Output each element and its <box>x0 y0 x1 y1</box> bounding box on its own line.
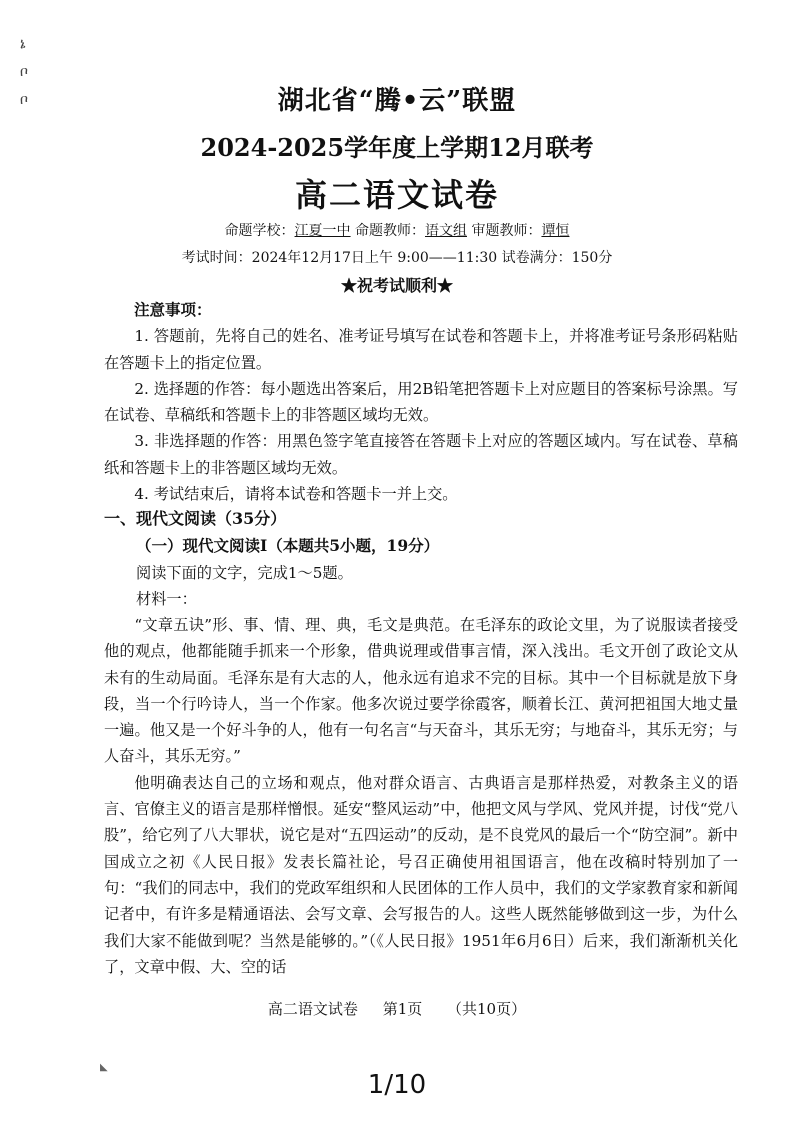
reviewer-label: 审题教师： <box>471 223 542 239</box>
exam-time-info: 考试时间：2024年12月17日上午 9:00——11:30 试卷满分：150分 <box>181 250 613 266</box>
notice-block <box>104 297 738 507</box>
material-body <box>104 612 738 980</box>
alliance-title: 湖北省“腾•云”联盟 <box>277 86 517 116</box>
margin-mark: ቦ <box>20 92 29 108</box>
proposer-info <box>0 220 794 240</box>
margin-mark: ቦ <box>20 64 29 80</box>
school-label: 命题学校： <box>224 223 295 239</box>
page-footer <box>0 998 794 1019</box>
notice-item: 3. 非选择题的作答：用黑色签字笔直接答在答题卡上对应的答题区域内。写在试卷、草稿纸和答题卡上的非答题区域均无效。 <box>104 432 738 477</box>
material-paragraph: “文章五诀”形、事、情、理、典，毛文是典范。在毛泽东的政论文里，为了说服读者接受他的观点，他都能随手抓来一个形象，借典说理或借事言情，深入浅出。毛文开创了政论文从未有的生动局面。毛泽东是有大志的人，他永远有追求不完的目标。其中一个目标就是放下身段，当一个行吟诗人，当一个作家。他多次说过要学徐霞客，顺着长江、黄河把祖国大地丈量一遍。他又是一个好斗争的人，他有一句名言“与天奋斗，其乐无穷；与地奋斗，其乐无穷；与人奋斗，其乐无穷。” <box>104 616 738 766</box>
reading-instruction: 阅读下面的文字，完成1～5题。 <box>136 564 353 582</box>
notice-item: 2. 选择题的作答：每小题选出答案后，用2B铅笔把答题卡上对应题目的答案标号涂黑。写在试卷、草稿纸和答题卡上的非答题区域均无效。 <box>104 379 738 425</box>
notice-item: 1. 答题前，先将自己的姓名、准考证号填写在试卷和答题卡上，并将准考证号条形码粘贴在答题卡上的指定位置。 <box>104 327 738 372</box>
school-name: 江夏一中 <box>294 223 351 239</box>
reviewer-name: 谭恒 <box>541 223 570 239</box>
teacher-label: 命题教师： <box>355 223 425 239</box>
subsection-title: （一）现代文阅读Ⅰ（本题共5小题，19分） <box>136 536 440 555</box>
footer-page: 第1页 <box>382 1000 423 1018</box>
paper-title: 高二语文试卷 <box>294 176 499 214</box>
margin-mark: ኔ <box>20 36 26 52</box>
material-label: 材料一： <box>136 590 197 608</box>
scan-speck: ◣ <box>100 1062 108 1073</box>
footer-title: 高二语文试卷 <box>267 1000 358 1018</box>
notice-title: 注意事项： <box>134 300 212 319</box>
section-title: 一、现代文阅读（35分） <box>104 509 287 528</box>
page-indicator: 1/10 <box>367 1070 427 1100</box>
exam-term-title: 2024-2025学年度上学期12月联考 <box>200 133 594 162</box>
material-paragraph: 他明确表达自己的立场和观点，他对群众语言、古典语言是那样热爱，对教条主义的语言、官僚主义的语言是那样憎恨。延安“整风运动”中，他把文风与学风、党风并提，讨伐“党八股”，给它列了八大罪状，说它是对“五四运动”的反动，是不良党风的最后一个“防空洞”。新中国成立之初《人民日报》发表长篇社论，号召正确使用祖国语言，他在改稿时特别加了一句：“我们的同志中，我们的党政军组织和人民团体的工作人员中，我们的文学家教育家和新闻记者中，有许多是精通语法、会写文章、会写报告的人。这些人既然能够做到这一步，为什么我们大家不能做到呢？当然是能够的。”（《人民日报》1951年6月6日）后来，我们渐渐机关化了，文章中假、大、空的话 <box>104 773 738 976</box>
good-luck-banner: ★祝考试顺利★ <box>340 276 453 295</box>
footer-total: （共10页） <box>447 1000 527 1018</box>
notice-item: 4. 考试结束后，请将本试卷和答题卡一并上交。 <box>134 485 458 504</box>
teacher-name: 语文组 <box>425 223 467 239</box>
